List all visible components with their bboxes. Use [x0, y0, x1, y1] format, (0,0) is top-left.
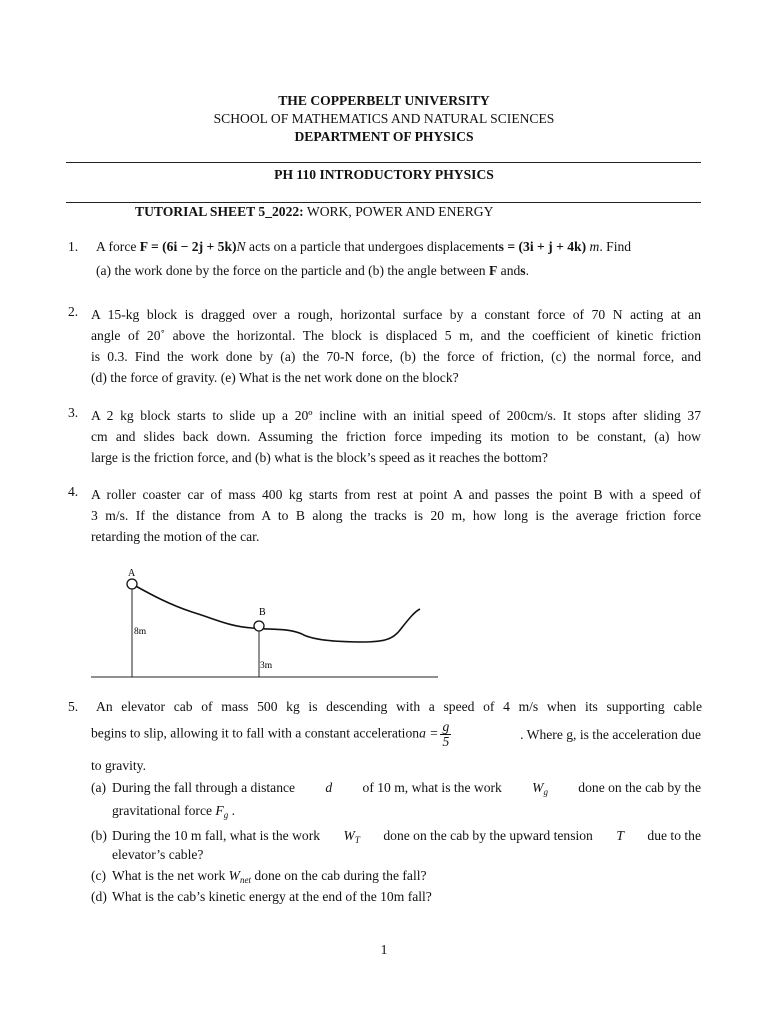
- force-vector: F = (6i − 2j + 5k): [139, 239, 237, 254]
- question-1-line-2: (a) the work done by the force on the particle and (b) the angle between F ands.: [96, 263, 529, 278]
- page-number: 1: [380, 942, 388, 957]
- label-a: A: [128, 568, 136, 579]
- tutorial-sheet-page: THE COPPERBELT UNIVERSITY SCHOOL OF MATHEMATICS AND NATURAL SCIENCES DEPARTMENT OF PHYSICS PH 110 INTRODUCTORY PHYSICS TUTORIAL SHEET 5_2022: WORK, POWER AND ENERGY 1. A force F = (6i − 2j + 5k)N acts on a particle that undergoes displacements = (3i + j + 4k) m. Find (a) the work done by the force on the particle and (b) the angle between F ands. 2. A 15-kg block is dragged over a rough, horizontal surface by a constant force of 70 N acting at an angle of 20˚ above the horizontal. The block is displaced 5 m, and the coefficient of kinetic friction is 0.3. Find the work done by (a) the 70-N force, (b) the force of friction, (c) the normal force, and (d) the force of gravity. (e) What is the net work done on the block? 3. A 2 kg block starts to slide up a 20º incline with an initial speed of 200cm/s. It stops after sliding 37 cm and slides back down. Assuming the friction force impeding its motion to be constant, (a) how large is the friction force, and (b) what is the block’s speed as it reaches the bottom? 4. A roller coaster car of mass 400 kg starts from rest at point A and passes the point B with a speed of 3 m/s. If the distance from A to B along the tracks is 20 m, how long is the average friction force retarding the motion of the car. A B 8m 3m 5. An elevator cab of mass 500 kg is descending with a speed of 4 m/s when its supporting cable begins to slip, allowing it to fall with a constant accelerationa = $\frac{g}{5}$ . Where g, is the acceleration due to gravity. (a) During the fall through a distance d of 10 m, what is the work $W_g$ done on the cab by the gravitational force $F_g$ . (b) During the 10 m fall, what is the work $W_T$ done on the cab by the upward tension T due to the elevator’s cable? (c) What is the net work $W_{net}$ done on the cab during the fall? (d) What is the cab’s kinetic energy at the end of the 10m fall? 1: [0, 0, 768, 1024]
- displacement-vector: s = (3i + j + 4k): [498, 239, 587, 254]
- question-number-1: 1.: [68, 239, 79, 254]
- question-number-2: 2.: [68, 304, 79, 319]
- acceleration-fraction: $\frac{g}{5}$: [442, 719, 450, 749]
- question-1-line-1: A force F = (6i − 2j + 5k)N acts on a particle that undergoes displacements = (3i + j + 4k) m. Find: [96, 239, 632, 254]
- course-title: PH 110 INTRODUCTORY PHYSICS: [274, 167, 494, 182]
- sheet-title: [135, 204, 493, 220]
- roller-coaster-figure: [88, 562, 448, 686]
- height-a-label: 8m: [134, 627, 147, 637]
- height-b-label: 3m: [260, 661, 273, 671]
- question-2-text: A 15-kg block is dragged over a rough, horizontal surface by a constant force of 70 N acting at an angle of 20˚ above the horizontal. The block is displaced 5 m, and the coefficient of kinetic friction is 0.3. Find the work done by (a) the 70-N force, (b) the force of friction, (c) the normal force, and (d) the force of gravity. (e) What is the net work done on the block?: [91, 307, 701, 385]
- header-rule-bottom: [66, 202, 701, 203]
- question-5-line-3: to gravity.: [91, 758, 146, 773]
- question-5-line-2: begins to slip, allowing it to fall with a constant accelerationa = $\frac{g}{5}$ . Where g, is the acceleration due: [91, 719, 701, 749]
- question-number-4: 4.: [68, 484, 79, 499]
- question-3-text: A 2 kg block starts to slide up a 20º incline with an initial speed of 200cm/s. It stops after sliding 37 cm and slides back down. Assuming the friction force impeding its motion to be constant, (a) how large is the friction force, and (b) what is the block’s speed as it reaches the bottom?: [91, 408, 701, 465]
- point-b-marker: [254, 621, 264, 631]
- university-title: THE COPPERBELT UNIVERSITY: [278, 93, 490, 108]
- label-b: B: [259, 607, 266, 618]
- question-number-3: 3.: [68, 405, 79, 420]
- point-a-marker: [127, 579, 137, 589]
- sheet-number: TUTORIAL SHEET 5_2022:: [135, 204, 304, 219]
- track-curve: [132, 584, 420, 642]
- header-rule-top: [66, 162, 701, 163]
- sheet-topic: WORK, POWER AND ENERGY: [306, 204, 494, 219]
- department-name: DEPARTMENT OF PHYSICS: [294, 129, 474, 144]
- question-4-text: A roller coaster car of mass 400 kg starts from rest at point A and passes the point B with a speed of 3 m/s. If the distance from A to B along the tracks is 20 m, how long is the average friction force retarding the motion of the car.: [91, 487, 701, 544]
- question-5-line-1: An elevator cab of mass 500 kg is descending with a speed of 4 m/s when its supporting cable: [96, 699, 702, 714]
- question-number-5: 5.: [68, 699, 79, 714]
- school-name: SCHOOL OF MATHEMATICS AND NATURAL SCIENCES: [213, 111, 555, 126]
